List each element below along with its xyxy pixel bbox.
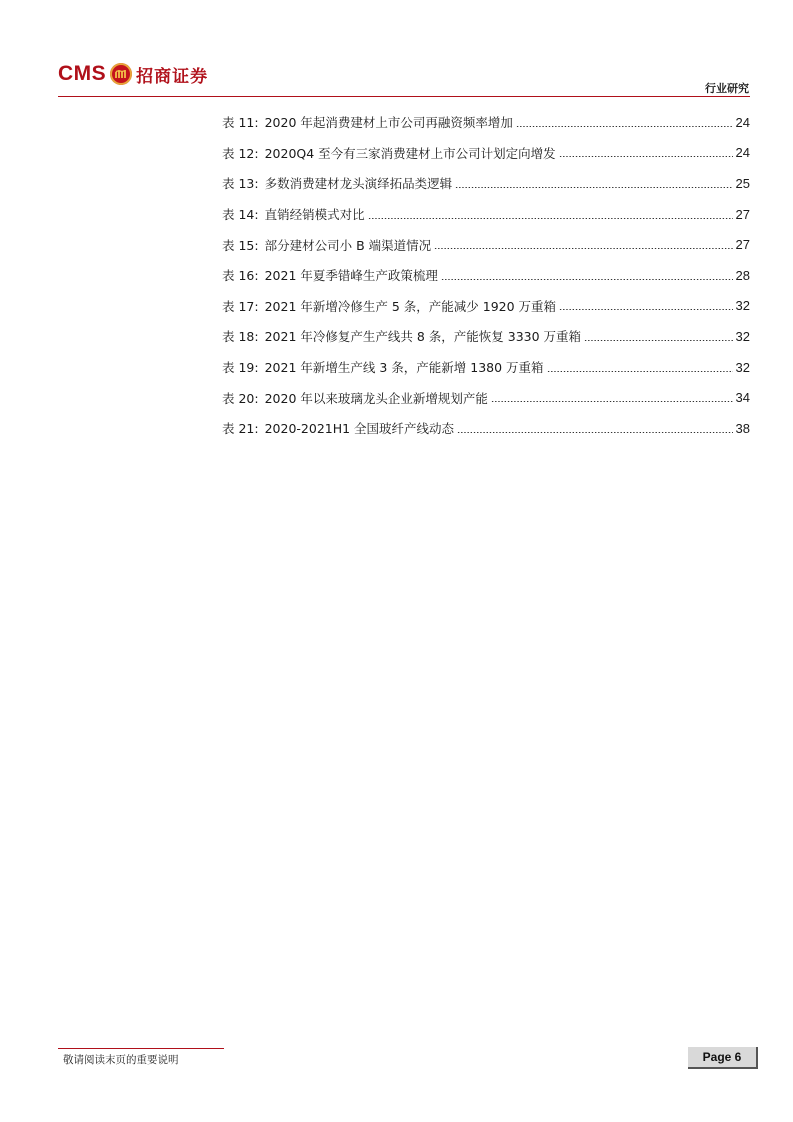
toc-entry[interactable]	[222, 352, 750, 383]
toc-entry-label: 表 16:	[222, 268, 259, 284]
report-category: 行业研究	[705, 82, 749, 95]
toc-entry[interactable]	[222, 199, 750, 230]
toc-dot-leader	[368, 218, 733, 219]
toc-entry[interactable]	[222, 229, 750, 260]
toc-entry-label: 表 15:	[222, 237, 259, 253]
toc-entry-title: 2021 年冷修复产生产线共 8 条，产能恢复 3330 万重箱	[264, 329, 582, 345]
toc-entry[interactable]	[222, 413, 750, 444]
toc-entry-page: 25	[735, 175, 750, 191]
toc-dot-leader	[434, 248, 732, 249]
toc-entry-page: 32	[735, 328, 750, 344]
toc-entry-title: 2021 年夏季错峰生产政策梳理	[264, 268, 438, 284]
toc-entry-title: 多数消费建材龙头演绎拓品类逻辑	[264, 176, 453, 192]
toc-entry-page: 27	[735, 237, 750, 253]
toc-entry-title: 2021 年新增生产线 3 条，产能新增 1380 万重箱	[264, 360, 544, 376]
toc-dot-leader	[559, 156, 733, 157]
page-number-badge: Page 6	[688, 1047, 758, 1069]
toc-dot-leader	[584, 340, 732, 341]
toc-entry-label: 表 12:	[222, 145, 259, 161]
disclaimer-note: 敬请阅读末页的重要说明	[63, 1054, 179, 1066]
toc-entry-title: 2020 年起消费建材上市公司再融资频率增加	[264, 115, 513, 131]
toc-dot-leader	[516, 126, 733, 127]
table-of-contents	[222, 107, 750, 444]
toc-entry-page: 32	[735, 298, 750, 314]
logo-seal-icon	[110, 63, 132, 85]
toc-entry-label: 表 20:	[222, 390, 259, 406]
toc-entry[interactable]	[222, 291, 750, 322]
toc-entry-page: 34	[735, 390, 750, 406]
toc-entry-title: 部分建材公司小 B 端渠道情况	[264, 237, 432, 253]
toc-entry-title: 直销经销模式对比	[264, 207, 365, 223]
toc-entry[interactable]	[222, 168, 750, 199]
toc-dot-leader	[491, 401, 733, 402]
toc-entry-page: 32	[735, 359, 750, 375]
toc-entry[interactable]	[222, 107, 750, 138]
toc-entry-label: 表 11:	[222, 115, 259, 131]
toc-entry[interactable]	[222, 382, 750, 413]
toc-entry-label: 表 21:	[222, 421, 259, 437]
toc-entry-title: 2020 年以来玻璃龙头企业新增规划产能	[264, 390, 488, 406]
toc-entry-page: 27	[735, 206, 750, 222]
company-logo	[58, 62, 208, 86]
toc-entry[interactable]	[222, 321, 750, 352]
toc-entry-page: 28	[735, 267, 750, 283]
toc-entry-page: 38	[735, 420, 750, 436]
toc-entry[interactable]	[222, 138, 750, 169]
toc-entry-title: 2020-2021H1 全国玻纤产线动态	[264, 421, 455, 437]
toc-dot-leader	[441, 279, 733, 280]
toc-entry-title: 2021 年新增冷修生产 5 条，产能减少 1920 万重箱	[264, 298, 557, 314]
toc-dot-leader	[455, 187, 732, 188]
toc-dot-leader	[547, 371, 733, 372]
toc-entry-label: 表 14:	[222, 207, 259, 223]
toc-entry-label: 表 13:	[222, 176, 259, 192]
brand-name: 招商证券	[136, 66, 209, 87]
footer-divider	[58, 1048, 224, 1049]
toc-entry-title: 2020Q4 至今有三家消费建材上市公司计划定向增发	[264, 145, 556, 161]
toc-entry-label: 表 18:	[222, 329, 259, 345]
toc-entry-page: 24	[735, 145, 750, 161]
logo-text: CMS	[58, 62, 107, 85]
toc-entry-label: 表 19:	[222, 360, 259, 376]
toc-dot-leader	[457, 432, 732, 433]
toc-entry[interactable]	[222, 260, 750, 291]
toc-entry-label: 表 17:	[222, 298, 259, 314]
toc-entry-page: 24	[735, 114, 750, 130]
header-divider	[58, 96, 750, 97]
toc-dot-leader	[559, 309, 732, 310]
